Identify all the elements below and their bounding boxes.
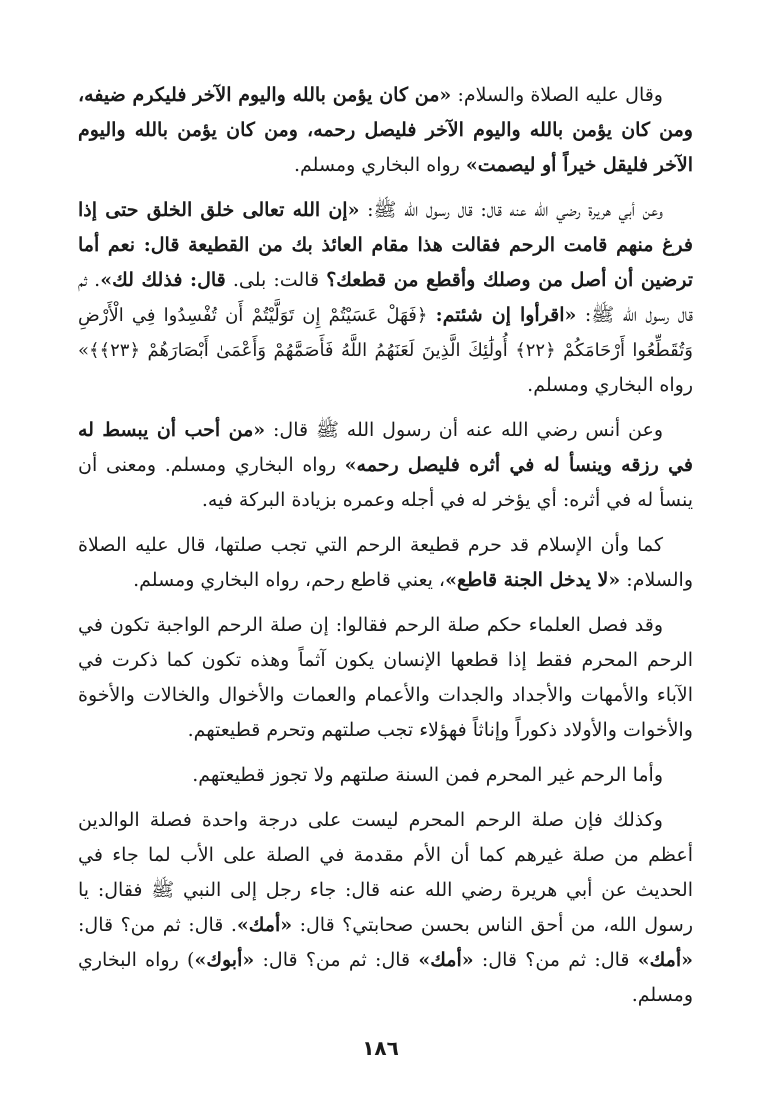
paragraph-6 <box>78 758 693 793</box>
p3-text-1: وعن أنس رضي الله عنه أن رسول الله ﷺ قال: <box>265 419 663 441</box>
p2-hadith-2: قال: فذلك لك» <box>100 269 226 291</box>
page-body <box>78 78 693 1013</box>
p7-answer-2: «أمك» <box>637 949 694 971</box>
p7-answer-4: «أبوك» <box>194 949 255 971</box>
p2-citation: رواه البخاري ومسلم. <box>527 374 693 396</box>
paragraph-5 <box>78 608 693 748</box>
p2-text-1: وعن أبي هريرة رضي الله عنه قال: قال رسول الله ﷺ: <box>359 199 663 221</box>
p7-text-2: . قال: ثم من؟ قال: <box>78 914 237 936</box>
p7-text-4: قال: ثم من؟ قال: <box>254 949 419 971</box>
p7-text-3: قال: ثم من؟ قال: <box>473 949 638 971</box>
page-number: ١٨٦ <box>362 1036 399 1060</box>
p7-answer-1: «أمك» <box>236 914 293 936</box>
p3-hadith: «من أحب أن يبسط له في رزقه وينسأ له في أثره فليصل رحمه» <box>78 419 693 476</box>
p5-text: وقد فصل العلماء حكم صلة الرحم فقالوا: إن صلة الرحم الواجبة تكون في الرحم المحرم فقط إذا قطعها الإنسان يكون آثماً وهذه تكون كما ذكرت في الآباء والأمهات والأجداد والجدات والأعمام والعمات والأخوال والخالات والأخوة والأخوات والأولاد ذكوراً وإناثاً فهؤلاء تجب صلتهم وتحرم قطيعتهم. <box>78 614 693 741</box>
p2-text-2: قالت: بلى. <box>225 269 327 291</box>
paragraph-4 <box>78 528 693 598</box>
paragraph-2 <box>78 193 693 403</box>
paragraph-3 <box>78 413 693 518</box>
p4-text-1: كما وأن الإسلام قد حرم قطيعة الرحم التي تجب صلتها، قال عليه الصلاة والسلام: <box>78 534 693 591</box>
p2-hadith-3: «اقرأوا إن شئتم: <box>435 304 577 326</box>
p4-hadith: «لا يدخل الجنة قاطع» <box>445 569 621 591</box>
p7-text-1: وكذلك فإن صلة الرحم المحرم ليست على درجة واحدة فصلة الوالدين أعظم من صلة غيرهم كما أن الأم مقدمة في الصلة على الأب لما جاء في الحديث عن أبي هريرة رضي الله عنه قال: جاء رجل إلى النبي ﷺ فقال: يا رسول الله، من أحق الناس بحسن صحابتي؟ قال: <box>78 809 693 936</box>
p1-hadith: «من كان يؤمن بالله واليوم الآخر فليكرم ضيفه، ومن كان يؤمن بالله واليوم الآخر فليصل رحمه، ومن كان يؤمن بالله واليوم الآخر فليقل خيراً أو ليصمت» <box>78 84 693 176</box>
paragraph-7 <box>78 803 693 1013</box>
paragraph-1 <box>78 78 693 183</box>
p1-citation: رواه البخاري ومسلم. <box>293 154 466 176</box>
p2-text-3: . ثم قال رسول الله ﷺ: <box>78 269 693 326</box>
p2-quran-verse: ﴿فَهَلْ عَسَيْتُمْ إِن تَوَلَّيْتُمْ أَن تُفْسِدُوا فِي الْأَرْضِ وَتُقَطِّعُوا أَرْحَامَكُمْ ﴿٢٢﴾ أُولَٰئِكَ الَّذِينَ لَعَنَهُمُ اللَّهُ فَأَصَمَّهُمْ وَأَعْمَىٰ أَبْصَارَهُمْ ﴿٢٣﴾﴾» <box>78 305 693 361</box>
p6-text: وأما الرحم غير المحرم فمن السنة صلتهم ولا تجوز قطيعتهم. <box>192 764 663 786</box>
p7-answer-3: «أمك» <box>418 949 474 971</box>
p7-citation: ) رواه البخاري ومسلم. <box>78 949 693 1006</box>
p4-text-2: ، يعني قاطع رحم، رواه البخاري ومسلم. <box>133 569 446 591</box>
p1-text-1: وقال عليه الصلاة والسلام: <box>451 84 663 106</box>
p3-text-2: رواه البخاري ومسلم. ومعنى أن ينسأ له في أثره: أي يؤخر له في أجله وعمره بزيادة البركة فيه. <box>78 454 693 511</box>
p2-hadith-1: «إن الله تعالى خلق الخلق حتى إذا فرغ منهم قامت الرحم فقالت هذا مقام العائذ بك من القطيعة قال: نعم أما ترضين أن أصل من وصلك وأقطع من قطعك؟ <box>78 199 693 291</box>
